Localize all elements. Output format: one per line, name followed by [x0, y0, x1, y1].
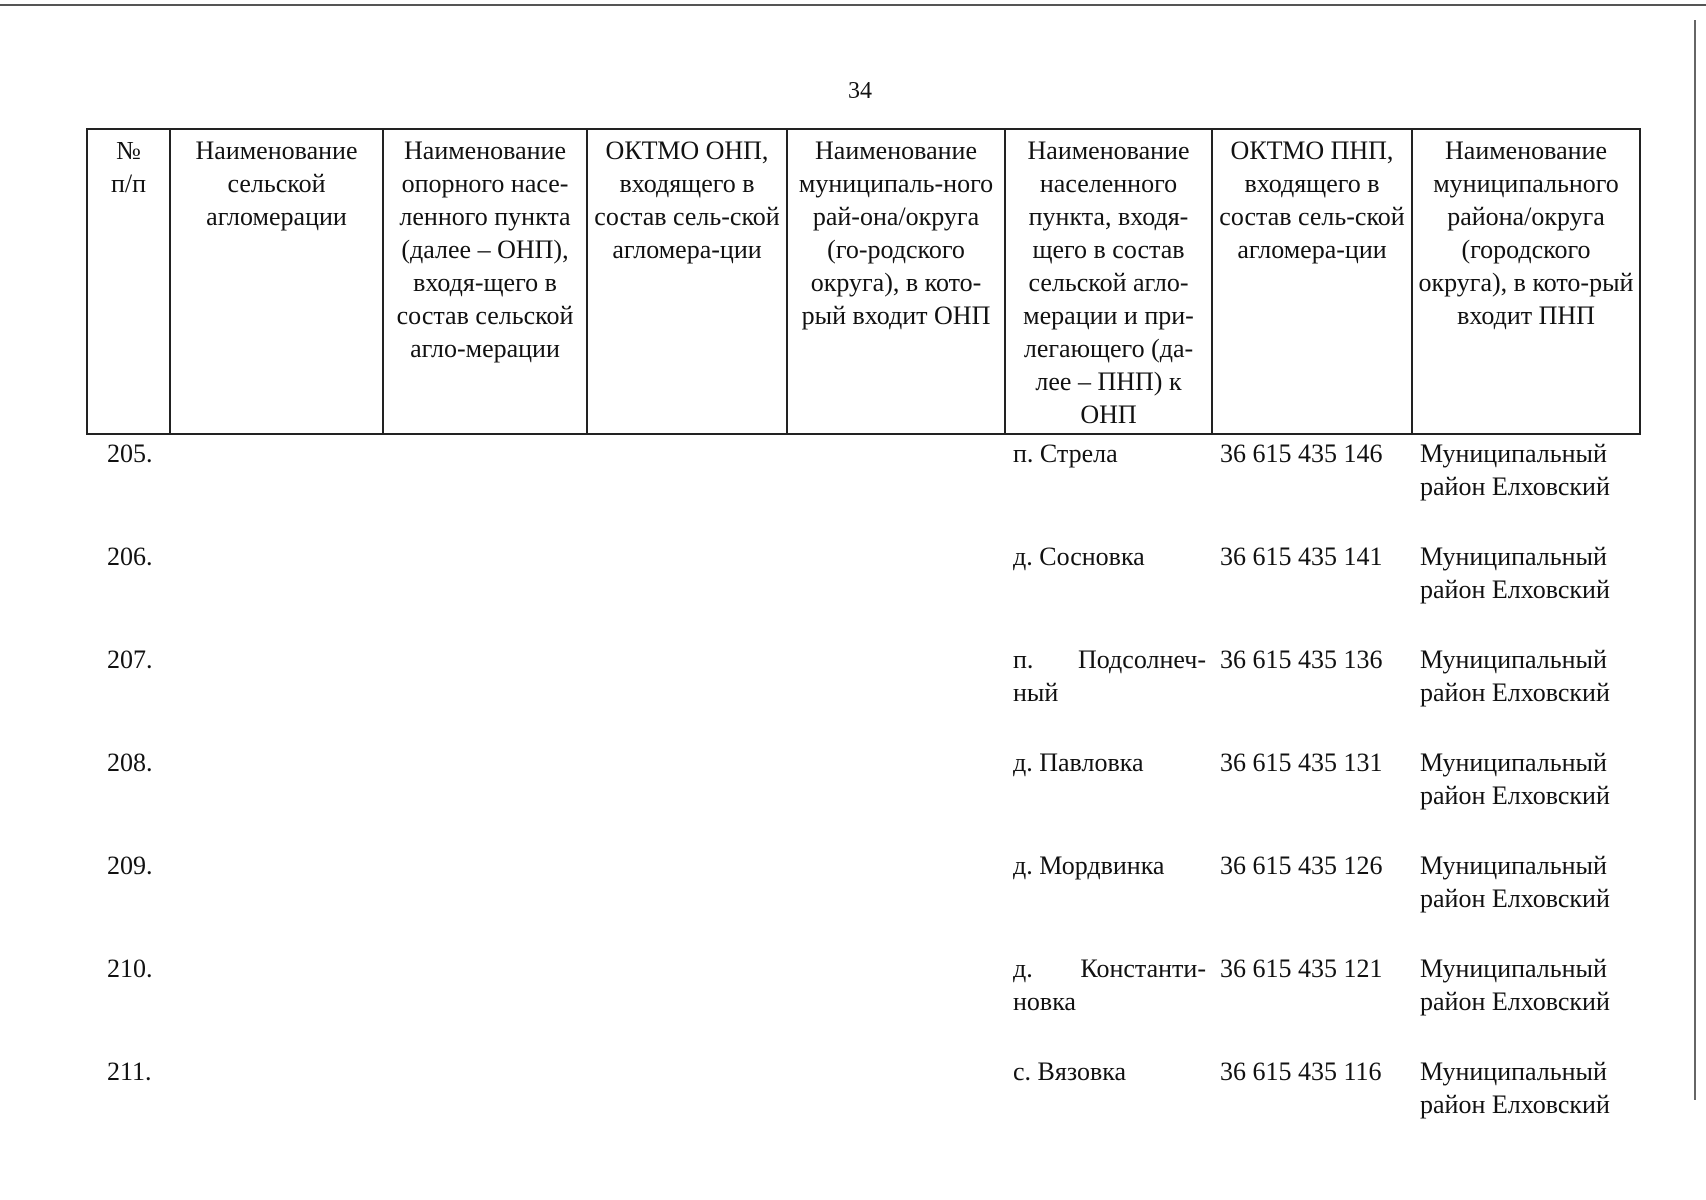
onp-oktmo-cell-text — [595, 435, 779, 437]
onp-name-cell — [383, 538, 587, 641]
onp-oktmo-cell — [587, 950, 787, 1053]
table-body — [87, 434, 1640, 1156]
pnp-name-cell — [1005, 641, 1212, 744]
pnp-district-cell-text: Муниципальный район Елховский — [1420, 439, 1610, 501]
onp-name-cell-text — [391, 538, 579, 540]
onp-district-cell-text — [795, 744, 997, 746]
onp-name-cell — [383, 641, 587, 744]
pnp-name-cell-text: п. Подсолнеч-ный — [1013, 645, 1206, 707]
onp-district-cell — [787, 744, 1005, 847]
onp-oktmo-cell — [587, 744, 787, 847]
onp-name-cell-text — [391, 744, 579, 746]
pnp-name-cell — [1005, 538, 1212, 641]
onp-district-cell-text — [795, 1053, 997, 1055]
row-number — [87, 641, 170, 744]
row-number — [87, 1053, 170, 1156]
onp-oktmo-cell — [587, 641, 787, 744]
pnp-name-cell — [1005, 744, 1212, 847]
pnp-name-cell — [1005, 1053, 1212, 1156]
row-number-text: 209. — [107, 851, 153, 880]
onp-oktmo-cell-text — [595, 950, 779, 952]
agglomeration-name-cell-text — [178, 744, 375, 746]
onp-district-cell — [787, 847, 1005, 950]
pnp-name-cell-text: с. Вязовка — [1013, 1057, 1127, 1086]
header-pnp-name: Наименование населенного пункта, входя-щего в состав сельской агло-мерации и при-легающего (да-лее – ПНП) к ОНП — [1005, 129, 1212, 434]
table-header-row — [87, 129, 1640, 434]
onp-name-cell — [383, 1053, 587, 1156]
header-onp-name: Наименование опорного насе-ленного пункта (далее – ОНП), входя-щего в состав сельской агло-мерации — [383, 129, 587, 434]
pnp-district-cell-text: Муниципальный район Елховский — [1420, 954, 1610, 1016]
pnp-district-cell — [1412, 950, 1640, 1053]
pnp-district-cell — [1412, 434, 1640, 538]
pnp-name-cell-text: п. Стрела — [1013, 439, 1118, 468]
agglomeration-table — [86, 128, 1641, 1156]
onp-name-cell-text — [391, 641, 579, 643]
header-agglomeration-name: Наименование сельской агломерации — [170, 129, 383, 434]
agglomeration-name-cell — [170, 641, 383, 744]
onp-district-cell-text — [795, 847, 997, 849]
agglomeration-name-cell — [170, 1053, 383, 1156]
pnp-oktmo-cell — [1212, 1053, 1412, 1156]
agglomeration-name-cell — [170, 847, 383, 950]
onp-name-cell-text — [391, 950, 579, 952]
pnp-name-cell — [1005, 847, 1212, 950]
onp-name-cell — [383, 434, 587, 538]
agglomeration-name-cell-text — [178, 538, 375, 540]
header-onp-district: Наименование муниципаль-ного рай-она/округа (го-родского округа), в кото-рый входит ОНП — [787, 129, 1005, 434]
row-number — [87, 434, 170, 538]
onp-oktmo-cell-text — [595, 641, 779, 643]
page-number: 34 — [848, 78, 872, 104]
onp-district-cell — [787, 434, 1005, 538]
onp-oktmo-cell-text — [595, 1053, 779, 1055]
row-number-text: 207. — [107, 645, 153, 674]
table-row — [87, 538, 1640, 641]
table-row — [87, 950, 1640, 1053]
row-number-text: 206. — [107, 542, 153, 571]
onp-name-cell — [383, 950, 587, 1053]
onp-district-cell-text — [795, 950, 997, 952]
pnp-name-cell-text: д. Мордвинка — [1013, 851, 1165, 880]
agglomeration-name-cell-text — [178, 950, 375, 952]
table-row — [87, 847, 1640, 950]
onp-district-cell-text — [795, 435, 997, 437]
pnp-oktmo-cell-text: 36 615 435 141 — [1220, 542, 1383, 571]
row-number — [87, 847, 170, 950]
pnp-oktmo-cell-text: 36 615 435 146 — [1220, 439, 1383, 468]
onp-name-cell — [383, 847, 587, 950]
row-number — [87, 950, 170, 1053]
header-pnp-district: Наименование муниципального района/округа (городского округа), в кото-рый входит ПНП — [1412, 129, 1640, 434]
agglomeration-name-cell — [170, 538, 383, 641]
pnp-district-cell-text: Муниципальный район Елховский — [1420, 542, 1610, 604]
onp-name-cell — [383, 744, 587, 847]
pnp-district-cell-text: Муниципальный район Елховский — [1420, 645, 1610, 707]
row-number-text: 208. — [107, 748, 153, 777]
pnp-district-cell-text: Муниципальный район Елховский — [1420, 851, 1610, 913]
row-number-text: 205. — [107, 439, 153, 468]
row-number — [87, 744, 170, 847]
agglomeration-name-cell — [170, 950, 383, 1053]
onp-district-cell — [787, 538, 1005, 641]
agglomeration-name-cell — [170, 744, 383, 847]
right-scan-border — [1694, 20, 1696, 1100]
pnp-oktmo-cell-text: 36 615 435 136 — [1220, 645, 1383, 674]
pnp-oktmo-cell-text: 36 615 435 126 — [1220, 851, 1383, 880]
onp-oktmo-cell-text — [595, 538, 779, 540]
table-row — [87, 641, 1640, 744]
pnp-oktmo-cell-text: 36 615 435 116 — [1220, 1057, 1382, 1086]
onp-district-cell-text — [795, 538, 997, 540]
row-number-text: 210. — [107, 954, 153, 983]
pnp-oktmo-cell — [1212, 847, 1412, 950]
pnp-district-cell — [1412, 1053, 1640, 1156]
pnp-oktmo-cell-text: 36 615 435 131 — [1220, 748, 1383, 777]
pnp-name-cell-text: д. Сосновка — [1013, 542, 1145, 571]
onp-oktmo-cell — [587, 434, 787, 538]
pnp-oktmo-cell — [1212, 950, 1412, 1053]
agglomeration-name-cell-text — [178, 641, 375, 643]
row-number — [87, 538, 170, 641]
onp-district-cell — [787, 641, 1005, 744]
onp-district-cell — [787, 1053, 1005, 1156]
table-row — [87, 744, 1640, 847]
pnp-name-cell — [1005, 950, 1212, 1053]
onp-district-cell — [787, 950, 1005, 1053]
onp-oktmo-cell — [587, 538, 787, 641]
pnp-district-cell-text: Муниципальный район Елховский — [1420, 1057, 1610, 1119]
top-scan-border — [0, 4, 1706, 6]
header-onp-oktmo: ОКТМО ОНП, входящего в состав сель-ской агломера-ции — [587, 129, 787, 434]
pnp-oktmo-cell — [1212, 434, 1412, 538]
header-pnp-oktmo: ОКТМО ПНП, входящего в состав сель-ской агломера-ции — [1212, 129, 1412, 434]
pnp-district-cell — [1412, 744, 1640, 847]
table-row — [87, 434, 1640, 538]
pnp-district-cell-text: Муниципальный район Елховский — [1420, 748, 1610, 810]
pnp-oktmo-cell — [1212, 744, 1412, 847]
onp-name-cell-text — [391, 1053, 579, 1055]
pnp-district-cell — [1412, 641, 1640, 744]
onp-district-cell-text — [795, 641, 997, 643]
agglomeration-name-cell — [170, 434, 383, 538]
pnp-name-cell — [1005, 434, 1212, 538]
onp-oktmo-cell-text — [595, 744, 779, 746]
pnp-oktmo-cell — [1212, 641, 1412, 744]
onp-oktmo-cell — [587, 847, 787, 950]
agglomeration-name-cell-text — [178, 1053, 375, 1055]
pnp-district-cell — [1412, 847, 1640, 950]
pnp-oktmo-cell — [1212, 538, 1412, 641]
pnp-name-cell-text: д. Павловка — [1013, 748, 1144, 777]
pnp-district-cell — [1412, 538, 1640, 641]
row-number-text: 211. — [107, 1057, 152, 1086]
pnp-name-cell-text: д. Константи-новка — [1013, 954, 1206, 1016]
onp-name-cell-text — [391, 435, 579, 437]
agglomeration-name-cell-text — [178, 435, 375, 437]
agglomeration-name-cell-text — [178, 847, 375, 849]
table-row — [87, 1053, 1640, 1156]
pnp-oktmo-cell-text: 36 615 435 121 — [1220, 954, 1383, 983]
onp-oktmo-cell — [587, 1053, 787, 1156]
onp-oktmo-cell-text — [595, 847, 779, 849]
onp-name-cell-text — [391, 847, 579, 849]
header-number: № п/п — [87, 129, 170, 434]
